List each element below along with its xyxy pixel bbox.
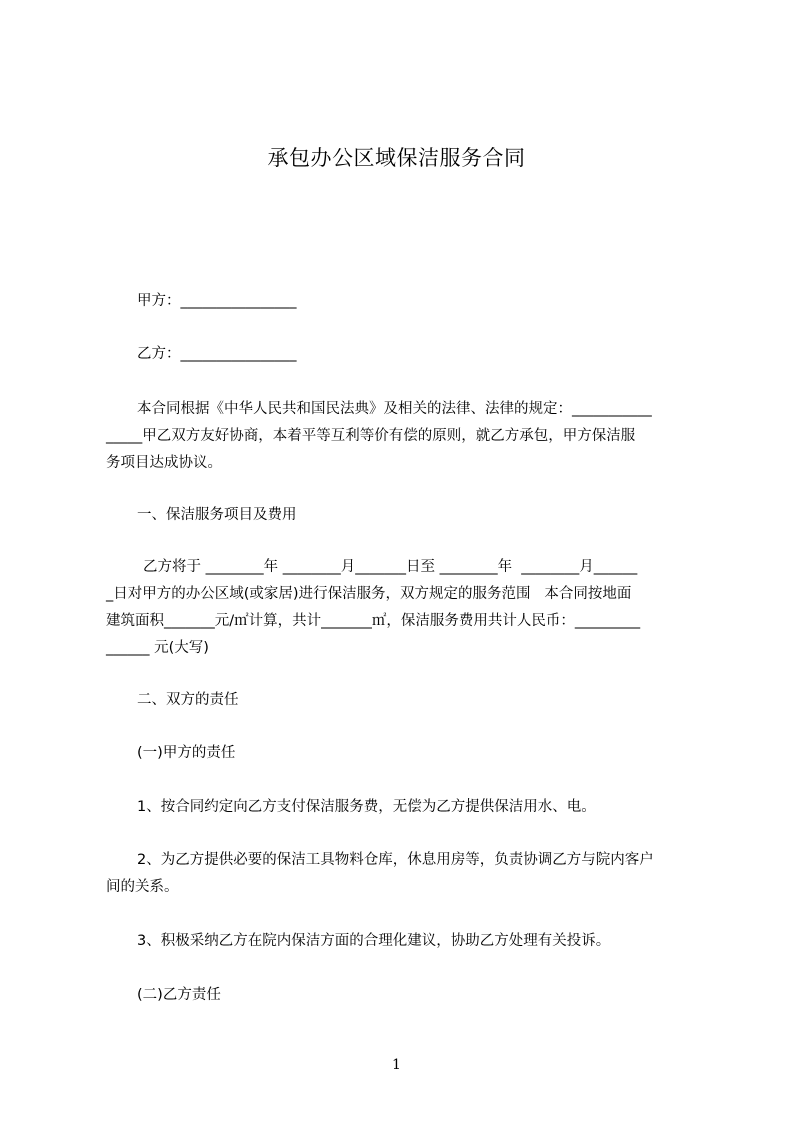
party-a-line: 甲方：________________ — [137, 293, 297, 309]
page-number: 1 — [392, 1057, 401, 1073]
preamble-line-1: 本合同根据《中华人民共和国民法典》及相关的法律、法律的规定：___________ — [137, 401, 652, 417]
section-1-line-3: 建筑面积_______元/㎡计算，共计_______㎡，保洁服务费用共计人民币：_________ — [106, 613, 641, 629]
party-b-line: 乙方：________________ — [137, 346, 297, 362]
section-1-line-1: 乙方将于 ________年 ________月_______日至 ________年 ________月______ — [143, 559, 638, 575]
subsection-b-heading: (二)乙方责任 — [137, 987, 221, 1003]
duty-a-item-2-line-1: 2、为乙方提供必要的保洁工具物料仓库，休息用房等，负责协调乙方与院内客户 — [137, 852, 654, 868]
section-1-line-2: _日对甲方的办公区域(或家居)进行保洁服务，双方规定的服务范围 本合同按地面 — [106, 586, 632, 602]
section-1-heading: 一、保洁服务项目及费用 — [137, 507, 297, 523]
contract-title: 承包办公区域保洁服务合同 — [267, 146, 526, 170]
section-1-line-4: ______ 元(大写) — [106, 640, 209, 656]
section-2-heading: 二、双方的责任 — [137, 692, 239, 708]
duty-a-item-2-line-2: 间的关系。 — [106, 879, 179, 895]
preamble-line-3: 务项目达成协议。 — [106, 455, 222, 471]
subsection-a-heading: (一)甲方的责任 — [137, 745, 236, 761]
duty-a-item-3: 3、积极采纳乙方在院内保洁方面的合理化建议，协助乙方处理有关投诉。 — [137, 933, 611, 949]
duty-a-item-1: 1、按合同约定向乙方支付保洁服务费，无偿为乙方提供保洁用水、电。 — [137, 799, 596, 815]
preamble-line-2: _____甲乙双方友好协商，本着平等互利等价有偿的原则，就乙方承包，甲方保洁服 — [106, 428, 636, 444]
